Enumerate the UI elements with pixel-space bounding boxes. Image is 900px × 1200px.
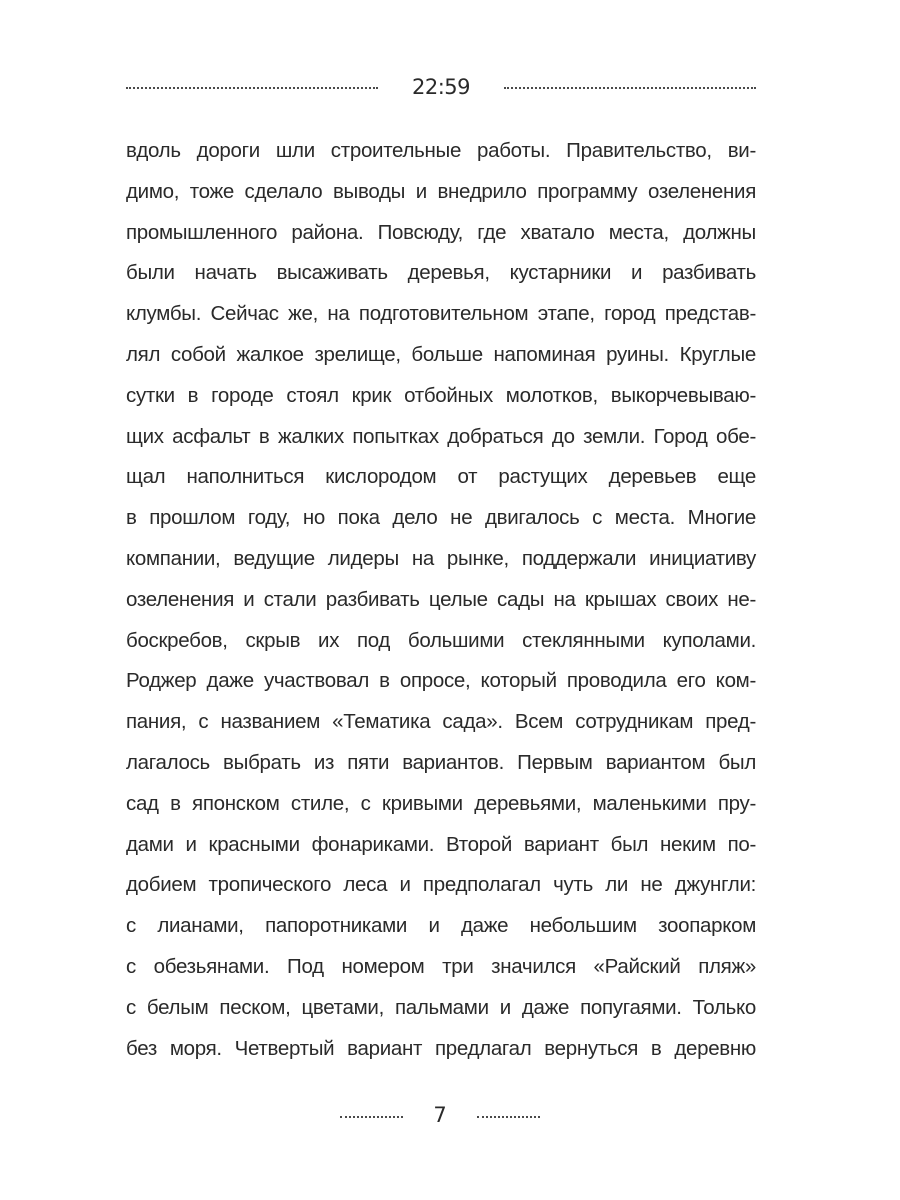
text-line: вдоль дороги шли строительные работы. Правительство, ви- <box>126 139 756 162</box>
text-line: лагалось выбрать из пяти вариантов. Первым вариантом был <box>126 750 756 774</box>
body-text <box>126 131 756 1069</box>
text-line: с лианами, папоротниками и даже небольшим зоопарком <box>126 914 756 938</box>
running-header <box>126 72 756 102</box>
chapter-title: 22:59 <box>411 75 471 99</box>
text-line: с белым песком, цветами, пальмами и даже попугаями. Только <box>126 995 756 1019</box>
footer-dotted-rule-right <box>477 1116 540 1118</box>
text-line: лял собой жалкое зрелище, больше напоминая руины. Круглые <box>126 342 756 366</box>
text-line: были начать высаживать деревья, кустарники и разбивать <box>126 261 756 285</box>
text-line: компании, ведущие лидеры на рынке, поддержали инициативу <box>126 546 756 570</box>
text-line: щал наполниться кислородом от растущих деревьев еще <box>126 465 756 489</box>
text-line: сутки в городе стоял крик отбойных молотков, выкорчевываю- <box>126 383 756 407</box>
text-line: димо, тоже сделало выводы и внедрило программу озеленения <box>126 179 756 203</box>
page-number: 7 <box>433 1103 447 1127</box>
header-dotted-rule-left <box>126 87 378 89</box>
text-line: в прошлом году, но пока дело не двигалось с места. Многие <box>126 506 756 530</box>
text-line: добием тропического леса и предполагал чуть ли не джунгли: <box>126 873 756 897</box>
text-line: сад в японском стиле, с кривыми деревьями, маленькими пру- <box>126 791 756 815</box>
text-line: без моря. Четвертый вариант предлагал вернуться в деревню <box>126 1036 756 1060</box>
text-line: с обезьянами. Под номером три значился «Райский пляж» <box>126 954 756 978</box>
text-line: пания, с названием «Тематика сада». Всем сотрудникам пред- <box>126 710 756 734</box>
text-line: боскребов, скрыв их под большими стеклянными куполами. <box>126 628 756 652</box>
text-line: промышленного района. Повсюду, где хватало места, должны <box>126 220 756 244</box>
text-line: дами и красными фонариками. Второй вариант был неким по- <box>126 832 756 856</box>
page-footer <box>340 1100 540 1130</box>
text-line: Роджер даже участвовал в опросе, который проводила его ком- <box>126 669 756 693</box>
text-line: щих асфальт в жалких попытках добраться до земли. Город обе- <box>126 424 756 448</box>
text-line: клумбы. Сейчас же, на подготовительном этапе, город представ- <box>126 302 756 326</box>
header-dotted-rule-right <box>504 87 756 89</box>
footer-dotted-rule-left <box>340 1116 403 1118</box>
text-line: озеленения и стали разбивать целые сады на крышах своих не- <box>126 587 756 611</box>
